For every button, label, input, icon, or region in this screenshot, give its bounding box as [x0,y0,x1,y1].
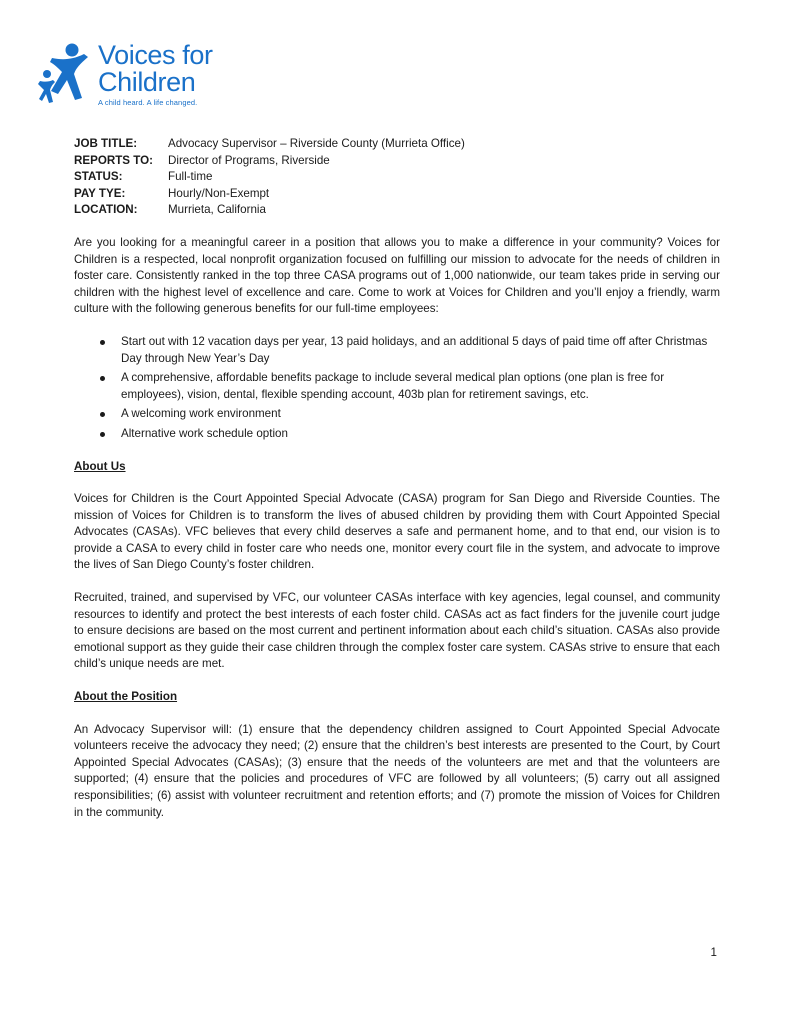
logo-line-2: Children [98,67,196,97]
bullet-icon [100,432,105,437]
about-position-heading: About the Position [74,690,178,704]
location-value: Murrieta, California [168,203,266,217]
benefits-list [74,334,720,443]
status-row [74,169,720,186]
benefit-text: Start out with 12 vacation days per year, 13 paid holidays, and an additional 5 days of paid time off after Christmas Day through New Year’s Day [121,334,708,365]
job-title-value: Advocacy Supervisor – Riverside County (Murrieta Office) [168,137,465,150]
location-row [74,202,720,219]
benefit-text: A welcoming work environment [121,407,281,421]
logo-line-1: Voices for [98,40,213,70]
about-us-paragraph-2: Recruited, trained, and supervised by VFC, our volunteer CASAs interface with key agencies, legal counsel, and community resources to identify and protect the best interests of each foster child. CASAs act as fact finders for the juvenile court judge to ensure decisions are based on the most current and pertinent information about each child’s situation. CASAs also provide emotional support as they guide their case children through the complex foster care system. CASAs strive to ensure that each child’s unique needs are met. [74,591,720,671]
status-value: Full-time [168,170,213,184]
reports-to-value: Director of Programs, Riverside [168,153,330,167]
children-figures-icon [38,42,100,104]
benefit-text: Alternative work schedule option [121,426,288,440]
pay-type-label: PAY TYE: [74,186,126,200]
bullet-icon [100,412,105,417]
logo-tagline: A child heard. A life changed. [98,98,198,107]
job-title-label: JOB TITLE: [74,137,138,150]
pay-type-row [74,186,720,203]
intro-paragraph: Are you looking for a meaningful career in a position that allows you to make a difference in your community? Voices for Children is a respected, local nonprofit organization focused on fulfilling our mission to advocate for the needs of children in foster care. Consistently ranked in the top three CASA programs out of 1,000 nationwide, our team takes pride in serving our children with the highest level of excellence and care. Come to work at Voices for Children and you’ll enjoy a friendly, warm culture with the following generous benefits for our full-time employees: [74,235,720,316]
about-us-paragraph-1: Voices for Children is the Court Appointed Special Advocate (CASA) program for San Diego and Riverside Counties. The mission of Voices for Children is to transform the lives of abused children by providing them with Court Appointed Special Advocates (CASAs). VFC believes that every child deserves a safe and permanent home, and to that end, our vision is to provide a CASA to every child in foster care who needs one, monitor every court file in the system, and advocate to improve the lives of San Diego County’s foster children. [74,492,720,572]
list-item [74,426,720,443]
list-item [74,334,720,367]
document-body [74,136,720,837]
job-title-row [74,136,720,153]
reports-to-row [74,153,720,170]
pay-type-value: Hourly/Non-Exempt [168,186,270,200]
location-label: LOCATION: [74,203,138,217]
voices-for-children-logo [38,40,228,107]
logo-wordmark [98,42,213,107]
list-item [74,406,720,423]
job-details [74,136,720,219]
benefit-text: A comprehensive, affordable benefits package to include several medical plan options (one plan is free for employees), vision, dental, flexible spending account, 403b plan for retirement savings, etc. [121,371,665,401]
about-us-heading: About Us [74,459,126,473]
page-number: 1 [710,946,717,959]
list-item [74,370,720,403]
bullet-icon [100,376,105,381]
bullet-icon [100,340,105,345]
about-position-paragraph: An Advocacy Supervisor will: (1) ensure that the dependency children assigned to Court Appointed Special Advocate volunteers receive the advocacy they need; (2) ensure that the children’s best interests are presented to the Court, by Court Appointed Special Advocates (CASAs); (3) ensure that the needs of the volunteers are met and that the volunteers are supported; (4) ensure that the policies and procedures of VFC are followed by all volunteers; (5) carry out all assigned responsibilities; (6) assist with volunteer recruitment and retention efforts; and (7) promote the mission of Voices for Children in the community. [74,722,720,819]
status-label: STATUS: [74,170,123,184]
reports-to-label: REPORTS TO: [74,153,154,167]
